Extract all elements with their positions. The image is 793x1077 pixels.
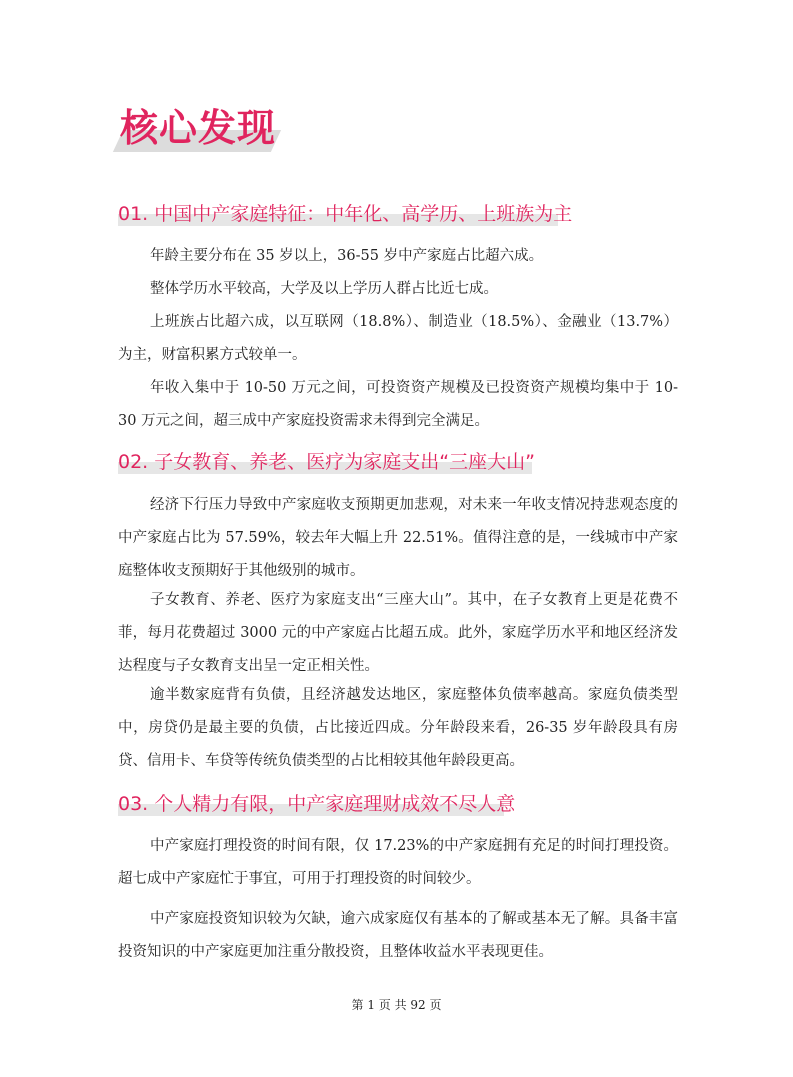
paragraph: 逾半数家庭背有负债，且经济越发达地区，家庭整体负债率越高。家庭负债类型中，房贷仍是最主要的负债，占比接近四成。分年龄段来看，26-35 岁年龄段具有房贷、信用卡、车贷等传统负债类型的占比相较其他年龄段更高。 — [118, 687, 678, 769]
paragraph: 年收入集中于 10-50 万元之间，可投资资产规模及已投资资产规模均集中于 10-30 万元之间，超三成中产家庭投资需求未得到完全满足。 — [118, 380, 678, 429]
paragraph: 子女教育、养老、医疗为家庭支出“三座大山”。其中，在子女教育上更是花费不菲，每月花费超过 3000 元的中产家庭占比超五成。此外，家庭学历水平和地区经济发达程度与子女教育支出呈一定正相关性。 — [118, 592, 678, 674]
paragraph: 上班族占比超六成，以互联网（18.8%）、制造业（18.5%）、金融业（13.7%）为主，财富积累方式较单一。 — [118, 314, 678, 363]
section-heading-text: 02. 子女教育、养老、医疗为家庭支出“三座大山” — [118, 451, 535, 473]
section-heading-01 — [118, 200, 572, 230]
section-heading-text: 01. 中国中产家庭特征：中年化、高学历、上班族为主 — [118, 203, 573, 225]
paragraph: 经济下行压力导致中产家庭收支预期更加悲观，对未来一年收支情况持悲观态度的中产家庭占比为 57.59%，较去年大幅上升 22.51%。值得注意的是，一线城市中产家庭整体收支预期好于其他级别的城市。 — [118, 497, 678, 579]
page-number-footer: 第 1 页 共 92 页 — [351, 998, 442, 1012]
paragraph: 整体学历水平较高，大学及以上学历人群占比近七成。 — [150, 281, 498, 297]
section-heading-03 — [118, 790, 515, 820]
paragraph: 年龄主要分布在 35 岁以上，36-55 岁中产家庭占比超六成。 — [150, 248, 544, 264]
title-block — [112, 100, 282, 162]
section-heading-text: 03. 个人精力有限，中产家庭理财成效不尽人意 — [118, 793, 516, 815]
page-title: 核心发现 — [120, 106, 277, 150]
paragraph: 中产家庭投资知识较为欠缺，逾六成家庭仅有基本的了解或基本无了解。具备丰富投资知识的中产家庭更加注重分散投资，且整体收益水平表现更佳。 — [118, 911, 678, 960]
section-heading-02 — [118, 448, 535, 478]
paragraph: 中产家庭打理投资的时间有限，仅 17.23%的中产家庭拥有充足的时间打理投资。超七成中产家庭忙于事宜，可用于打理投资的时间较少。 — [118, 838, 678, 887]
